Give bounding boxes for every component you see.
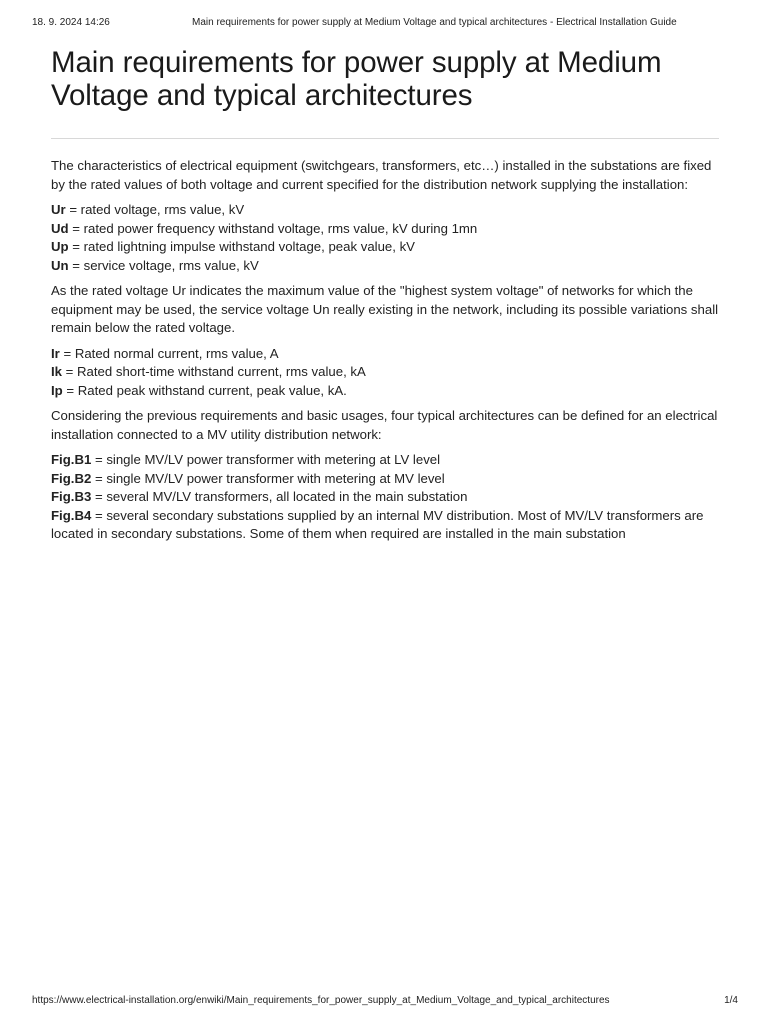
definition-term: Ud [51, 220, 69, 236]
definition-item [51, 220, 719, 239]
definition-desc: = service voltage, rms value, kV [68, 257, 259, 273]
definition-desc: = Rated peak withstand current, peak value, kA. [62, 382, 347, 398]
article-content [51, 157, 719, 544]
definition-desc: = Rated short-time withstand current, rms value, kA [62, 364, 366, 379]
article [51, 46, 719, 551]
definition-term: Up [51, 239, 69, 254]
print-page-title: Main requirements for power supply at Medium Voltage and typical architectures - Electrical Installation Guide [192, 17, 677, 28]
title-divider [51, 138, 719, 139]
figure-item [51, 470, 719, 489]
figure-list [51, 451, 719, 544]
voltage-definitions [51, 201, 719, 275]
figure-ref: Fig.B3 [51, 489, 92, 504]
definition-desc: = rated power frequency withstand voltage, rms value, kV during 1mn [68, 220, 478, 236]
article-title: Main requirements for power supply at Medium Voltage and typical architectures [51, 46, 662, 112]
print-header [32, 17, 738, 28]
definition-term: Ik [51, 364, 62, 379]
figure-desc: = single MV/LV power transformer with metering at MV level [91, 470, 445, 486]
definition-item [51, 257, 719, 276]
figure-desc: = several secondary substations supplied by an internal MV distribution. Most of MV/LV transformers are located in secondary substations. Some of them when required are installed in the main substation [51, 507, 704, 541]
definition-term: Un [51, 257, 69, 273]
definition-desc: = rated lightning impulse withstand voltage, peak value, kV [68, 239, 415, 254]
architectures-paragraph: Considering the previous requirements and basic usages, four typical architectures can be defined for an electrical installation connected to a MV utility distribution network: [51, 408, 718, 442]
figure-desc: = several MV/LV transformers, all located in the main substation [91, 489, 468, 504]
definition-item [51, 363, 719, 382]
definition-term: Ip [51, 382, 63, 398]
figure-item [51, 507, 719, 544]
figure-item [51, 488, 719, 507]
definition-item [51, 238, 719, 257]
figure-desc: = single MV/LV power transformer with metering at LV level [91, 452, 441, 467]
figure-ref: Fig.B2 [51, 470, 92, 486]
figure-ref: Fig.B1 [51, 452, 92, 467]
definition-term: Ir [51, 345, 60, 361]
current-definitions [51, 345, 719, 401]
figure-item [51, 451, 719, 470]
print-datetime: 18. 9. 2024 14:26 [32, 17, 110, 28]
definition-desc: = Rated normal current, rms value, A [59, 345, 279, 361]
definition-desc: = rated voltage, rms value, kV [65, 202, 245, 217]
page-number: 1/4 [724, 995, 738, 1006]
definition-item [51, 345, 719, 364]
definition-item [51, 201, 719, 220]
intro-paragraph: The characteristics of electrical equipment (switchgears, transformers, etc…) installed in the substations are fixed by the rated values of both voltage and current specified for the distribution network supplying the installation: [51, 158, 712, 192]
definition-term: Ur [51, 202, 66, 217]
definition-item [51, 382, 719, 401]
print-footer [32, 995, 738, 1006]
page-url: https://www.electrical-installation.org/enwiki/Main_requirements_for_power_supply_at_Medium_Voltage_and_typical_architectures [32, 995, 610, 1006]
rated-voltage-paragraph: As the rated voltage Ur indicates the maximum value of the "highest system voltage" of networks for which the equipment may be used, the service voltage Un really existing in the network, including its possible variations shall remain below the rated voltage. [51, 283, 719, 335]
figure-ref: Fig.B4 [51, 507, 92, 523]
